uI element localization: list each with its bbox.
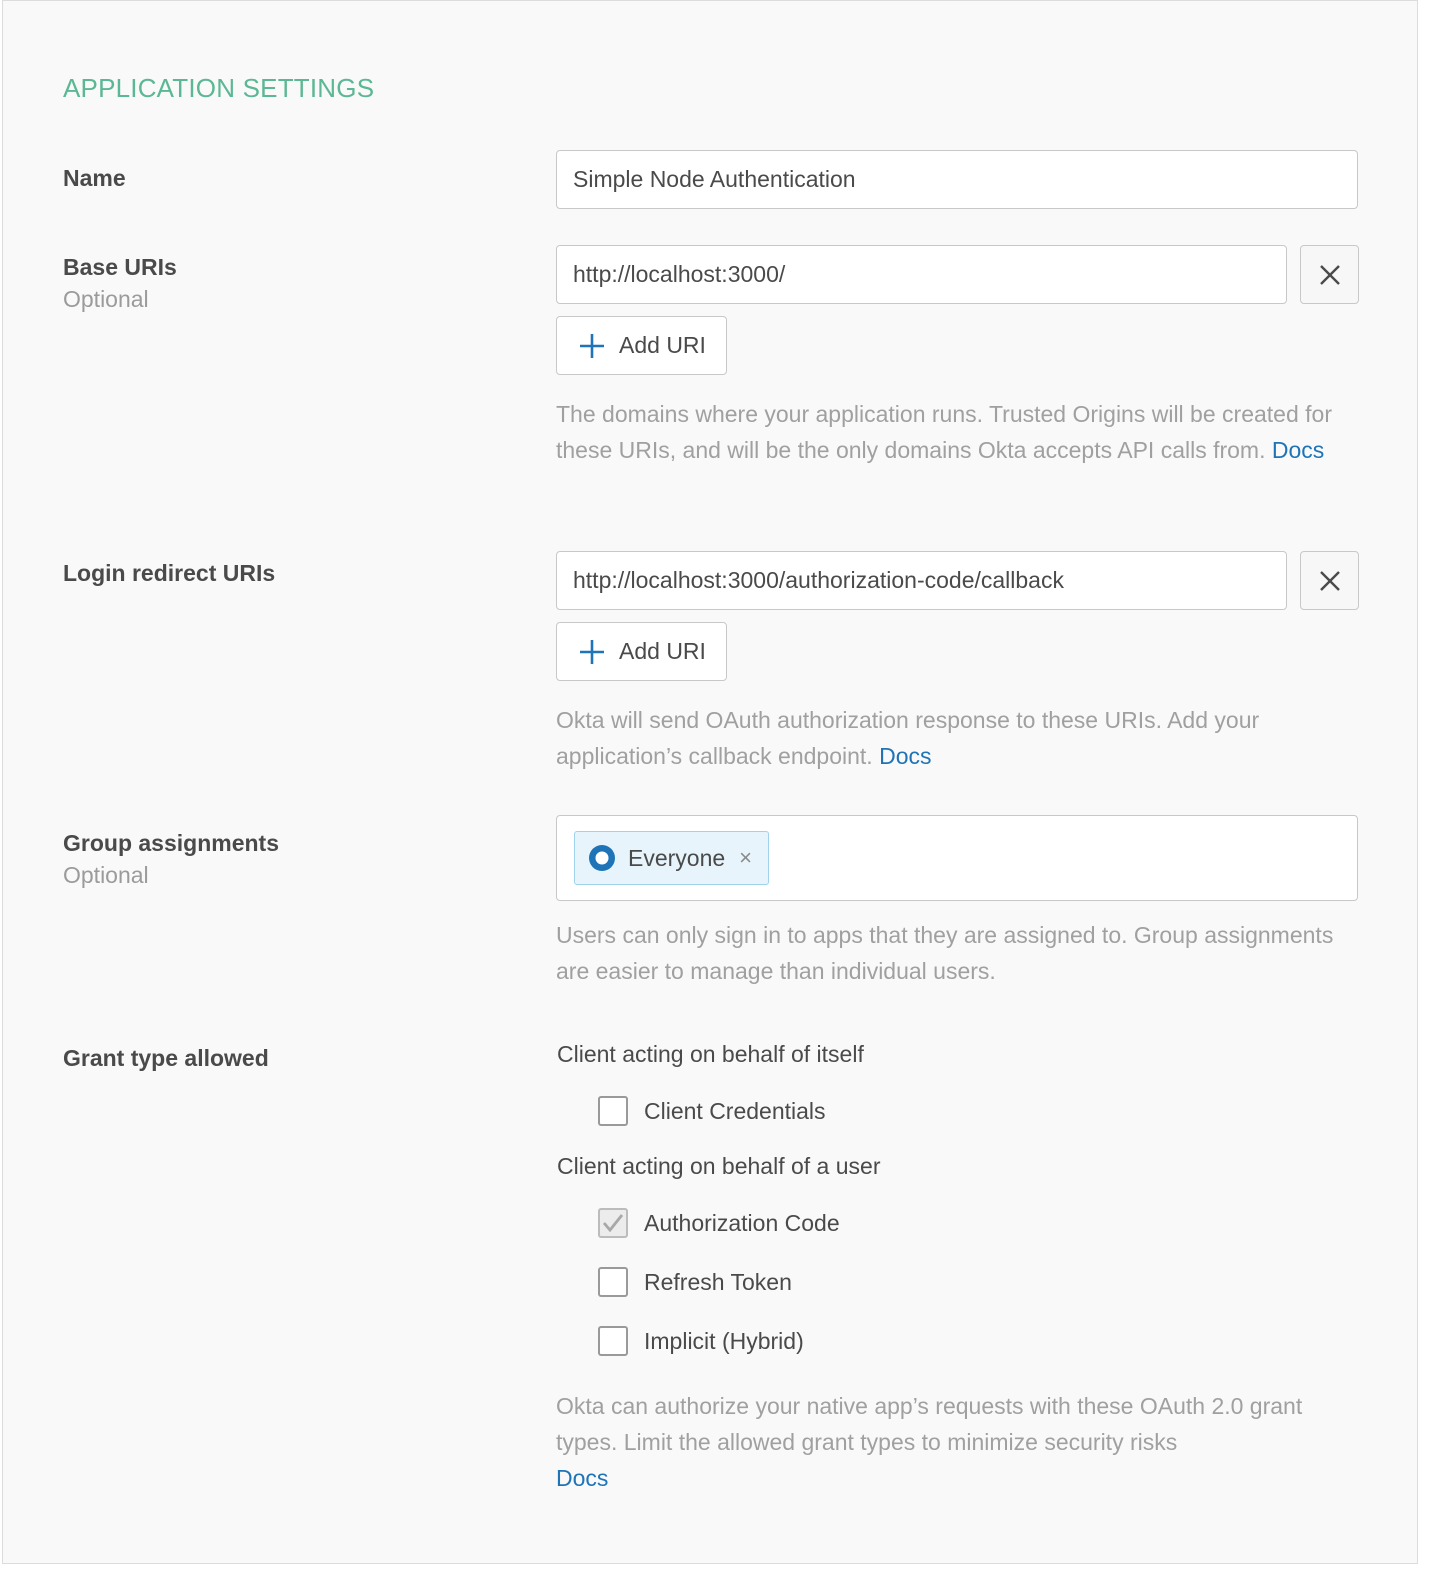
refresh-token-checkbox[interactable] [598,1267,628,1297]
refresh-token-option[interactable] [598,1267,792,1297]
close-icon [1319,264,1341,286]
plus-icon [579,333,605,359]
grant-types-help [556,1388,1336,1496]
refresh-token-label: Refresh Token [644,1268,792,1295]
section-title: APPLICATION SETTINGS [63,73,375,103]
authorization-code-checkbox[interactable] [598,1208,628,1238]
login-redirect-label: Login redirect URIs [63,560,276,586]
base-uris-docs-link[interactable]: Docs [1271,437,1325,463]
grant-types-help-text: Okta can authorize your native app’s requests with these OAuth 2.0 grant types. Limit the allowed grant types to minimize security risks [556,1393,1303,1455]
remove-base-uri-button[interactable] [1300,245,1359,304]
base-uris-help [556,396,1356,468]
login-redirect-input[interactable] [556,551,1287,610]
add-base-uri-button[interactable] [556,316,727,375]
authorization-code-option[interactable] [598,1208,840,1238]
group-icon [588,844,616,872]
plus-icon [579,639,605,665]
implicit-hybrid-option[interactable] [598,1326,804,1356]
remove-group-icon[interactable]: × [739,845,753,870]
base-uris-optional: Optional [63,286,149,312]
client-credentials-option[interactable] [598,1096,826,1126]
base-uri-input[interactable] [556,245,1287,304]
grant-types-docs-link[interactable]: Docs [556,1465,609,1491]
grant-type-label: Grant type allowed [63,1045,269,1071]
client-credentials-label: Client Credentials [644,1097,826,1124]
implicit-hybrid-checkbox[interactable] [598,1326,628,1356]
name-label: Name [63,165,126,191]
authorization-code-label: Authorization Code [644,1209,840,1236]
grant-itself-heading: Client acting on behalf of itself [557,1041,864,1067]
group-assignments-help-text: Users can only sign in to apps that they are assigned to. Group assignments are easier to manage than individual users. [556,922,1334,984]
remove-login-redirect-button[interactable] [1300,551,1359,610]
group-chip-label: Everyone [628,844,726,871]
add-login-redirect-button[interactable] [556,622,727,681]
grant-user-heading: Client acting on behalf of a user [557,1153,881,1179]
implicit-hybrid-label: Implicit (Hybrid) [644,1327,804,1354]
add-uri-label: Add URI [619,332,706,358]
login-redirect-help-text: Okta will send OAuth authorization response to these URIs. Add your application’s callback endpoint. [556,707,1260,769]
group-chip-everyone[interactable] [574,831,769,885]
add-uri-label: Add URI [619,638,706,664]
group-assignments-label: Group assignments [63,830,279,856]
group-assignments-help [556,917,1356,989]
application-settings-panel [2,0,1418,1564]
close-icon [1319,570,1341,592]
base-uris-label: Base URIs [63,254,177,280]
checkmark-icon [602,1213,624,1233]
login-redirect-help [556,702,1356,774]
client-credentials-checkbox[interactable] [598,1096,628,1126]
group-assignments-input[interactable] [556,815,1358,901]
login-redirect-docs-link[interactable]: Docs [879,743,932,769]
group-assignments-optional: Optional [63,862,149,888]
base-uris-help-text: The domains where your application runs. Trusted Origins will be created for these URIs, and will be the only domains Okta accepts API calls from. [556,401,1332,463]
name-input[interactable] [556,150,1358,209]
